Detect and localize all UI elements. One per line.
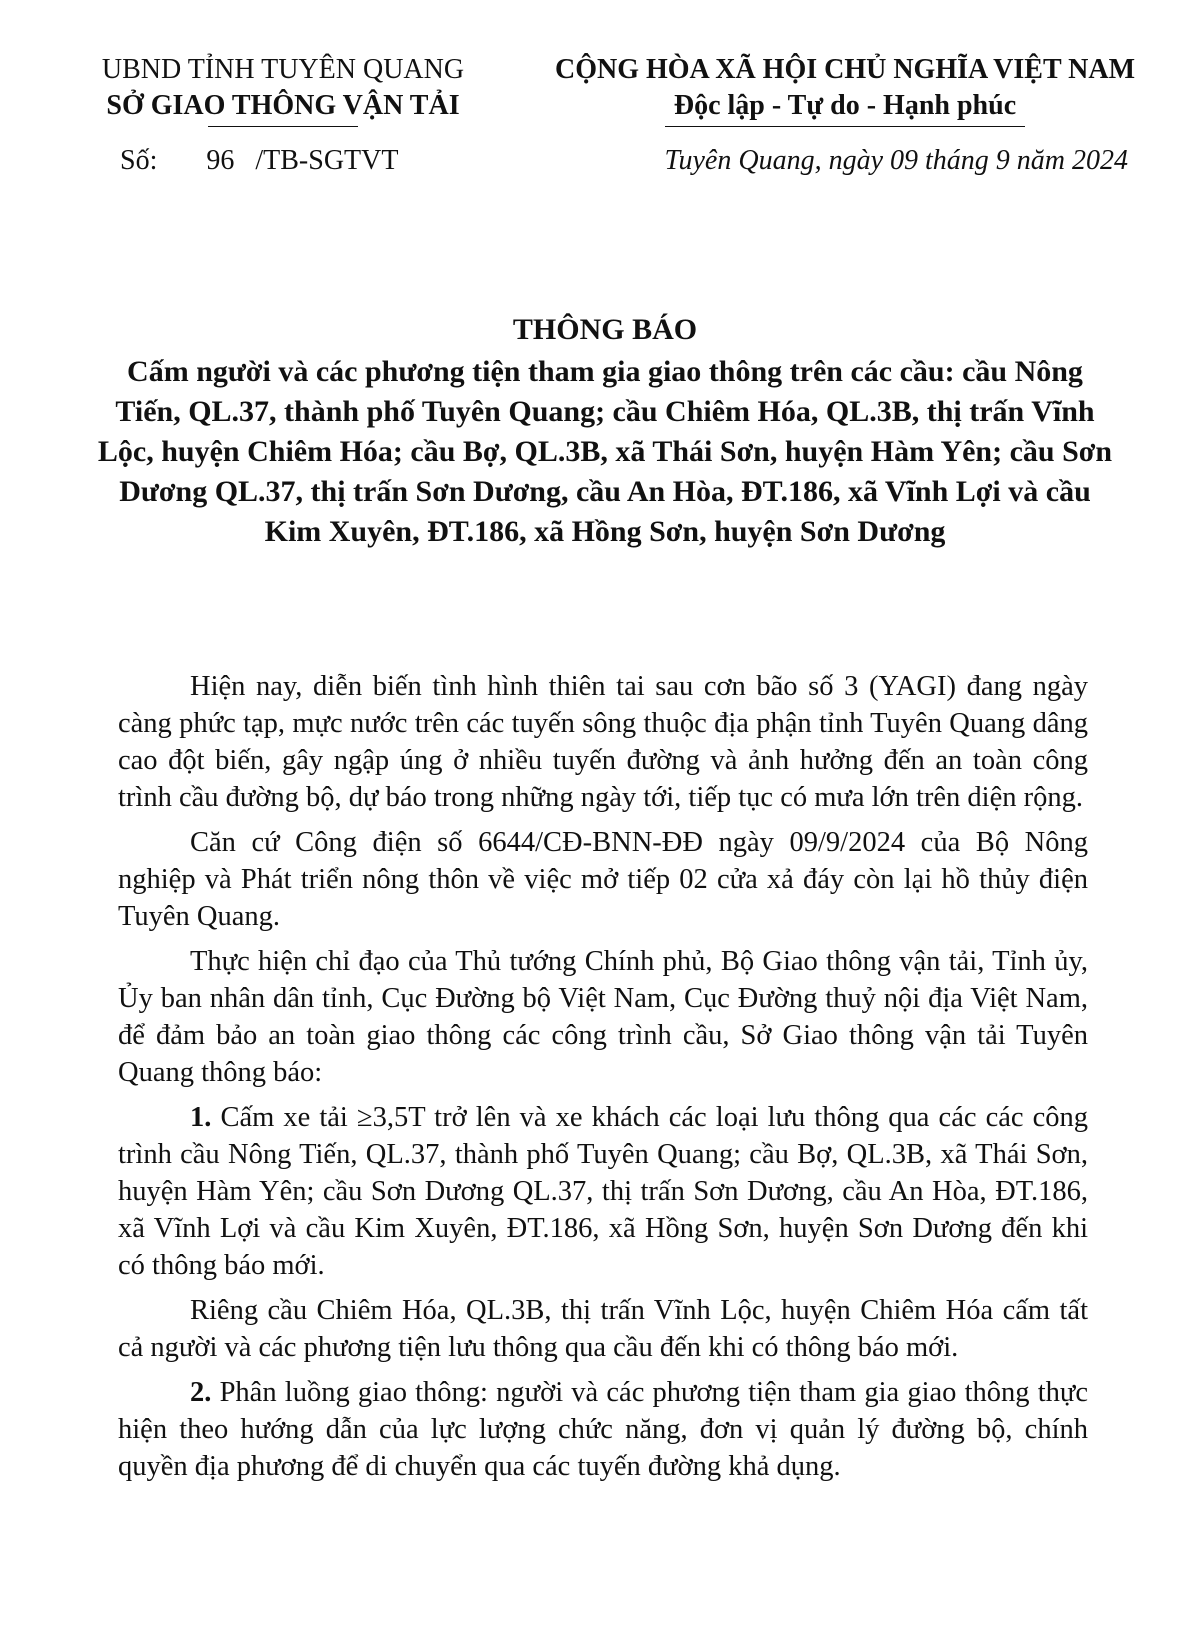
item-2-text: Phân luồng giao thông: người và các phương tiện tham gia giao thông thực hiện theo hướng dẫn của lực lượng chức năng, đơn vị quản lý đường bộ, chính quyền địa phương để di chuyển qua các tuyến đường khả dụng. xyxy=(118,1377,1089,1482)
item-1-number: 1. xyxy=(190,1102,212,1133)
body-paragraph-exception: Riêng cầu Chiêm Hóa, QL.3B, thị trấn Vĩnh Lộc, huyện Chiêm Hóa cấm tất cả người và các phương tiện lưu thông qua cầu đến khi có thông báo mới. xyxy=(118,1295,1088,1363)
authority-line: UBND TỈNH TUYÊN QUANG xyxy=(101,54,465,85)
body-item-2 xyxy=(118,1374,1088,1485)
doc-number: 96 xyxy=(206,145,235,176)
body-paragraph-directive: Thực hiện chỉ đạo của Thủ tướng Chính phủ, Bộ Giao thông vận tải, Tỉnh ủy, Ủy ban nhân dân tỉnh, Cục Đường bộ Việt Nam, Cục Đường thuỷ nội địa Việt Nam, để đảm bảo an toàn giao thông các công trình cầu, Sở Giao thông vận tải Tuyên Quang thông báo: xyxy=(118,946,1088,1088)
motto: Độc lập - Tự do - Hạnh phúc xyxy=(673,90,1017,121)
issuing-authority-block xyxy=(68,52,498,127)
agency-underline xyxy=(208,126,358,127)
national-title: CỘNG HÒA XÃ HỘI CHỦ NGHĨA VIỆT NAM xyxy=(554,54,1136,85)
motto-underline xyxy=(665,126,1025,127)
document-number-line xyxy=(120,143,398,179)
body-item-1 xyxy=(118,1099,1088,1284)
document-title-block xyxy=(95,310,1115,552)
doc-code: /TB-SGTVT xyxy=(255,145,399,176)
document-body xyxy=(118,668,1088,1493)
document-subject: Cấm người và các phương tiện tham gia giao thông trên các cầu: cầu Nông Tiến, QL.37, thành phố Tuyên Quang; cầu Chiêm Hóa, QL.3B, thị trấn Vĩnh Lộc, huyện Chiêm Hóa; cầu Bợ, QL.3B, xã Thái Sơn, huyện Hàm Yên; cầu Sơn Dương QL.37, thị trấn Sơn Dương, cầu An Hòa, ĐT.186, xã Vĩnh Lợi và cầu Kim Xuyên, ĐT.186, xã Hồng Sơn, huyện Sơn Dương xyxy=(97,355,1113,548)
body-paragraph-context: Hiện nay, diễn biến tình hình thiên tai sau cơn bão số 3 (YAGI) đang ngày càng phức tạp, mực nước trên các tuyến sông thuộc địa phận tỉnh Tuyên Quang dâng cao đột biến, gây ngập úng ở nhiều tuyến đường và ảnh hưởng đến an toàn công trình cầu đường bộ, dự báo trong những ngày tới, tiếp tục có mưa lớn trên diện rộng. xyxy=(118,671,1088,813)
item-2-number: 2. xyxy=(190,1377,212,1408)
doc-number-label: Số: xyxy=(120,145,158,176)
document-type: THÔNG BÁO xyxy=(512,313,698,346)
item-1-text: Cấm xe tải ≥3,5T trở lên và xe khách các loại lưu thông qua các các công trình cầu Nông Tiến, QL.37, thành phố Tuyên Quang; cầu Bợ, QL.3B, xã Thái Sơn, huyện Hàm Yên; cầu Sơn Dương QL.37, thị trấn Sơn Dương, cầu An Hòa, ĐT.186, xã Vĩnh Lợi và cầu Kim Xuyên, ĐT.186, xã Hồng Sơn, huyện Sơn Dương đến khi có thông báo mới. xyxy=(118,1102,1089,1281)
body-paragraph-basis: Căn cứ Công điện số 6644/CĐ-BNN-ĐĐ ngày 09/9/2024 của Bộ Nông nghiệp và Phát triển nông thôn về việc mở tiếp 02 cửa xả đáy còn lại hồ thủy điện Tuyên Quang. xyxy=(118,827,1088,932)
national-title-block xyxy=(545,52,1145,127)
agency-line: SỞ GIAO THÔNG VẬN TẢI xyxy=(106,90,460,121)
place-date: Tuyên Quang, ngày 09 tháng 9 năm 2024 xyxy=(664,145,1128,176)
